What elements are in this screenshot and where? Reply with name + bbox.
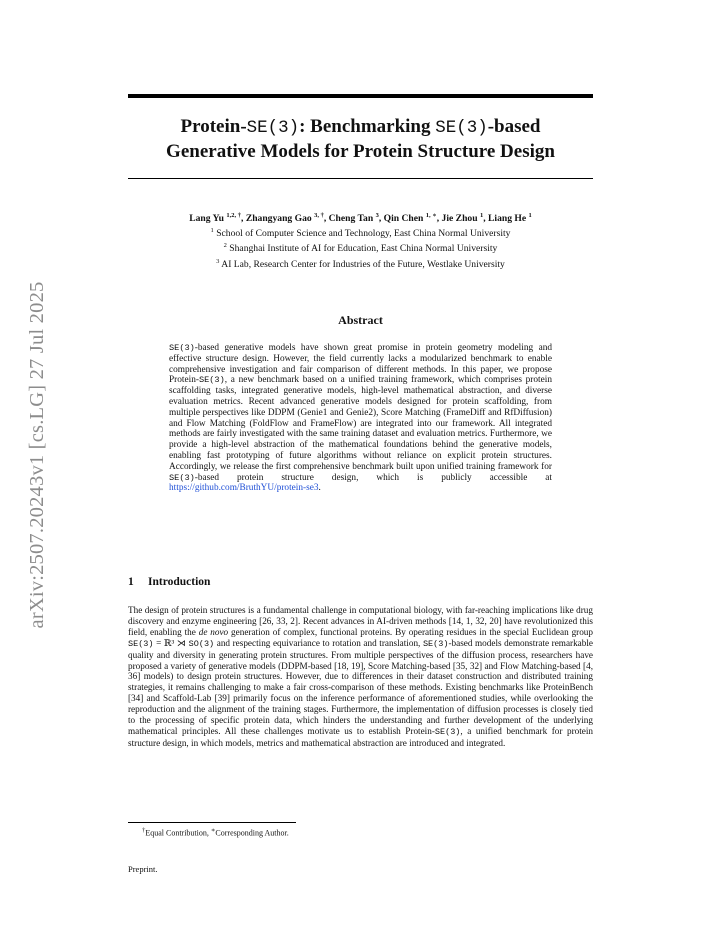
author-block — [128, 210, 593, 271]
paper-title: Protein-SE(3): Benchmarking SE(3)-based Generative Models for Protein Structure Design — [166, 116, 555, 162]
paper-title-line2: Generative Models for Protein Structure Design — [166, 141, 555, 162]
title-bottom-rule — [128, 178, 593, 179]
github-repo-link[interactable]: https://github.com/BruthYU/protein-se3 — [169, 483, 319, 494]
introduction-paragraph: The design of protein structures is a fundamental challenge in computational biology, with far-reaching implications like drug discovery and enzyme engineering [26, 33, 2]. Recent advances in AI-driven methods [14, 1, 32, 20] have revolutionized this field, enabling the de novo generation of complex, functional proteins. By operating residues in the special Euclidean group SE(3) = ℝ³ ⋊ SO(3) and respecting equivariance to rotation and translation, SE(3)-based models demonstrate remarkable quality and diversity in generating protein structures. From multiple perspectives of the diffusion process, researchers have proposed a variety of generative models (DDPM-based [18, 19], Score Matching-based [35, 32] and Flow Matching-based [4, 36] models) to design protein structures. However, due to differences in their dataset construction and distributed training strategies, it remains challenging to make a fair cross-comparison of these methods. Existing benchmarks like ProteinBench [34] and Scaffold-Lab [39] primarily focus on the inference performance of aforementioned studies, while overlooking the reproduction and the alignment of the training stages. Furthermore, the implementation of diffusion processes is closely tied to the processing of specific protein data, which hinders the understanding and further development of the underlying mathematical principles. All these challenges motivate us to establish Protein-SE(3), a unified benchmark for protein structure design, in which models, metrics and mathematical abstraction are introduced and integrated. — [128, 605, 594, 748]
preprint-label: Preprint. — [128, 864, 158, 874]
affiliation-2: $^2$ Shanghai Institute of AI for Education, East China Normal University — [223, 242, 498, 255]
footnote-rule — [128, 822, 296, 823]
abstract-heading: Abstract — [338, 313, 383, 327]
author-names: Lang Yu $^{1,2, \dagger}$, Zhangyang Gao $^{3, \dagger}$, Cheng Tan $^3$, Qin Chen $^{1, ∗}$, Jie Zhou $^1$, Liang He $^1$ — [189, 212, 532, 225]
arxiv-identifier-stamp: arXiv:2507.20243v1 [cs.LG] 27 Jul 2025 — [26, 281, 48, 629]
affiliation-1: $^1$ School of Computer Science and Technology, East China Normal University — [210, 227, 511, 240]
footnote: †Equal Contribution, ∗Corresponding Author. — [142, 827, 289, 838]
section-heading-introduction: 1 Introduction — [128, 576, 211, 588]
title-top-rule — [128, 94, 593, 98]
affiliation-3: $^3$ AI Lab, Research Center for Industries of the Future, Westlake University — [216, 257, 505, 270]
abstract-body: SE(3)-based generative models have shown great promise in protein geometry modeling and effective structure design. However, the field currently lacks a modularized benchmark to enable comprehensive investigation and fair comparison of different methods. In this paper, we propose Protein-SE(3), a new benchmark based on a unified training framework, which comprises protein scaffolding tasks, integrated generative models, high-level mathematical abstraction, and diverse evaluation metrics. Recent advanced generative models designed for protein scaffolding, from multiple perspectives like DDPM (Genie1 and Genie2), Score Matching (FrameDiff and RfDiffusion) and Flow Matching (FoldFlow and FrameFlow) are integrated into our framework. All integrated methods are fairly investigated with the same training dataset and evaluation metrics. Furthermore, we provide a high-level abstraction of the mathematical foundations behind the generative models, enabling fast prototyping of future algorithms without reliance on explicit protein structures. Accordingly, we release the first comprehensive benchmark built upon unified training framework for SE(3)-based protein structure design, which is publicly accessible at https://github.com/BruthYU/protein-se3. — [169, 343, 552, 494]
